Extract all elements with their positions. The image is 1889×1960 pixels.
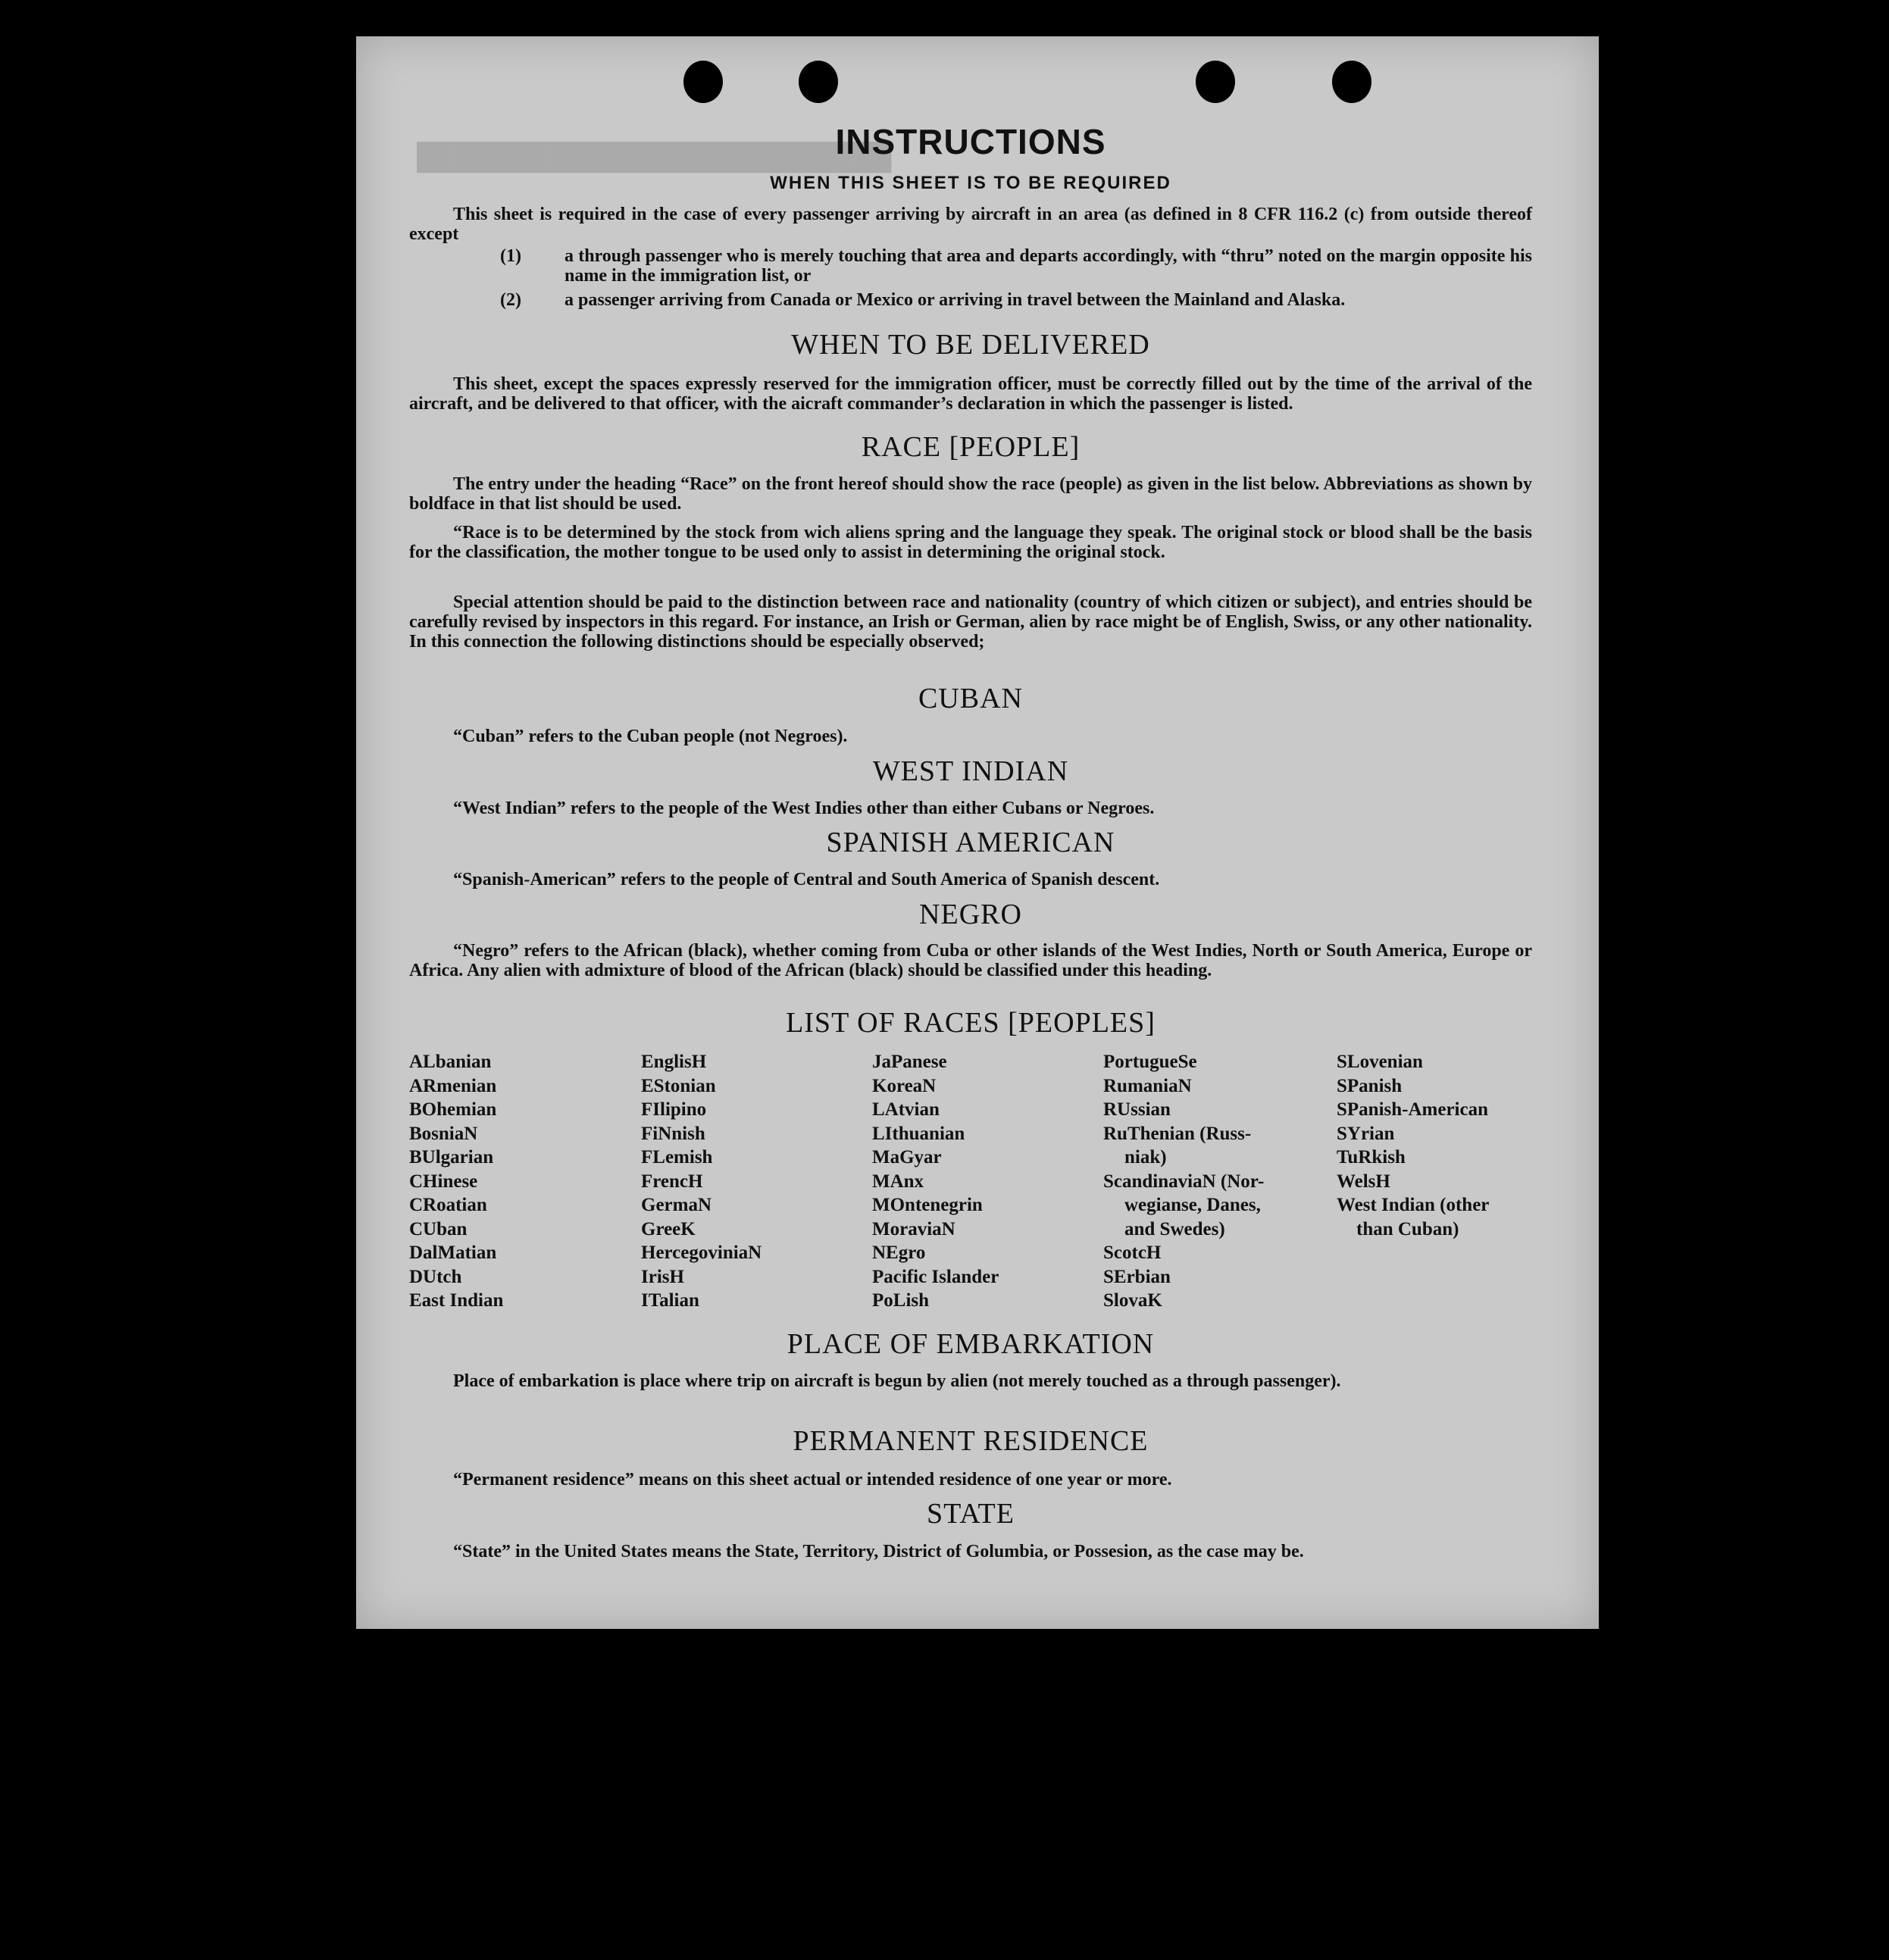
race-item: niak) [1124, 1147, 1167, 1168]
race-item: CHinese [409, 1171, 478, 1192]
race-item: GermaN [641, 1195, 712, 1215]
race-item: ScandinaviaN (Nor- [1103, 1171, 1265, 1192]
race-item: MoraviaN [872, 1218, 955, 1239]
punch-hole [799, 61, 838, 103]
race-item: MaGyar [872, 1147, 942, 1168]
negro-paragraph: “Negro” refers to the African (black), whether coming from Cuba or other islands of the West Indies, North or South America, Europe or Africa. Any alien with admixture of blood of the African (black) should be classified under this heading. [409, 941, 1532, 980]
section-heading-embarkation: PLACE OF EMBARKATION [787, 1328, 1155, 1360]
race-item: NEgro [872, 1243, 926, 1263]
race-item: EStonian [641, 1075, 716, 1096]
race-column [1337, 1050, 1489, 1241]
race-item: CUban [409, 1218, 468, 1239]
race-item: BOhemian [409, 1099, 497, 1120]
west-indian-paragraph: “West Indian” refers to the people of the West Indies other than either Cubans or Negroes. [453, 799, 1155, 818]
race-column [1103, 1050, 1264, 1313]
state-paragraph: “State” in the United States means the State, Territory, District of Golumbia, or Possesion, as the case may be. [453, 1542, 1304, 1561]
race-item: ScotcH [1103, 1243, 1162, 1263]
section-heading-residence: PERMANENT RESIDENCE [793, 1425, 1149, 1457]
section-heading-cuban: CUBAN [918, 683, 1024, 714]
race-item: FLemish [641, 1147, 713, 1168]
when-paragraph: This sheet, except the spaces expressly reserved for the immigration officer, must be correctly filled out by the time of the arrival of the aircraft, and be delivered to that officer, with the aicraft commander’s declaration in which the passenger is listed. [409, 374, 1532, 414]
embarkation-paragraph: Place of embarkation is place where trip on aircraft is begun by alien (not merely touched as a through passenger). [453, 1371, 1341, 1391]
section-heading-when: WHEN TO BE DELIVERED [791, 329, 1150, 361]
race-item: LIthuanian [872, 1123, 965, 1144]
race-item: SlovaK [1103, 1290, 1162, 1311]
race-item: East Indian [409, 1290, 504, 1311]
spanish-american-paragraph: “Spanish-American” refers to the people of Central and South America of Spanish descent. [453, 870, 1160, 889]
page-subtitle: WHEN THIS SHEET IS TO BE REQUIRED [770, 173, 1171, 193]
race-item: BUlgarian [409, 1147, 494, 1168]
document-page [356, 36, 1599, 1629]
race-item: PoLish [872, 1290, 930, 1311]
punch-hole [1196, 61, 1235, 103]
race-item: LAtvian [872, 1099, 940, 1120]
exception-text: a through passenger who is merely touching that area and departs accordingly, with “thru” noted on the margin opposite his name in the immigration list, or [565, 246, 1532, 286]
race-item: CRoatian [409, 1195, 487, 1215]
race-item: HercegoviniaN [641, 1243, 762, 1263]
race-item: ITalian [641, 1290, 699, 1311]
race-item: PortugueSe [1103, 1052, 1197, 1072]
section-heading-list: LIST OF RACES [PEOPLES] [786, 1007, 1156, 1039]
section-heading-negro: NEGRO [919, 899, 1022, 930]
race-item: FIlipino [641, 1099, 707, 1120]
race-item: GreeK [641, 1218, 696, 1239]
race-item: DalMatian [409, 1243, 497, 1263]
race-item: FiNnish [641, 1123, 705, 1144]
race-item: and Swedes) [1124, 1218, 1225, 1239]
race-paragraph-3: Special attention should be paid to the distinction between race and nationality (country of which citizen or subject), and entries should be carefully revised by inspectors in this regard. For instance, an Irish or German, alien by race might be of English, Swiss, or any other nationality. In this connection the following distinctions should be especially observed; [409, 592, 1532, 652]
bleed-through-text: ██████████████████████████ [417, 142, 892, 171]
race-paragraph-2: “Race is to be determined by the stock from wich aliens spring and the language they speak. The original stock or blood shall be the basis for the classification, the mother tongue to be used only to assist in determining the original stock. [409, 523, 1532, 562]
race-item: IrisH [641, 1266, 684, 1287]
race-item: TuRkish [1337, 1147, 1406, 1168]
race-item: KoreaN [872, 1075, 937, 1096]
exception-text: a passenger arriving from Canada or Mexico or arriving in travel between the Mainland and Alaska. [565, 290, 1346, 310]
exception-number: (2) [500, 290, 521, 310]
race-column [872, 1050, 999, 1313]
race-item: FrencH [641, 1171, 703, 1192]
page-title: INSTRUCTIONS [835, 122, 1106, 161]
section-heading-race: RACE [PEOPLE] [861, 431, 1081, 463]
race-item: Pacific Islander [872, 1266, 999, 1287]
section-heading-spanish-american: SPANISH AMERICAN [826, 827, 1115, 858]
race-item: RumaniaN [1103, 1075, 1192, 1096]
race-item: RUssian [1103, 1099, 1171, 1120]
race-item: SErbian [1103, 1266, 1171, 1287]
race-item: SPanish-American [1337, 1099, 1488, 1120]
race-column [641, 1050, 762, 1313]
race-item: MAnx [872, 1171, 924, 1192]
race-item: than Cuban) [1356, 1218, 1459, 1239]
residence-paragraph: “Permanent residence” means on this sheet actual or intended residence of one year or more. [453, 1470, 1172, 1490]
race-item: MOntenegrin [872, 1195, 983, 1215]
race-item: RuThenian (Russ- [1103, 1123, 1252, 1144]
race-item: ALbanian [409, 1052, 492, 1072]
race-item: ARmenian [409, 1075, 497, 1096]
race-column [409, 1050, 503, 1313]
race-item: WelsH [1337, 1171, 1390, 1192]
race-item: BosniaN [409, 1123, 478, 1144]
race-paragraph-1: The entry under the heading “Race” on the front hereof should show the race (people) as given in the list below. Abbreviations as shown by boldface in that list should be used. [409, 474, 1532, 514]
race-item: SLovenian [1337, 1052, 1423, 1072]
race-item: SPanish [1337, 1075, 1403, 1096]
race-item: DUtch [409, 1266, 462, 1287]
intro-paragraph: This sheet is required in the case of every passenger arriving by aircraft in an area (as defined in 8 CFR 116.2 (c) from outside thereof except [409, 205, 1532, 244]
race-item: SYrian [1337, 1123, 1395, 1144]
section-heading-west-indian: WEST INDIAN [872, 755, 1069, 787]
race-item: EnglisH [641, 1052, 707, 1072]
cuban-paragraph: “Cuban” refers to the Cuban people (not Negroes). [453, 727, 848, 746]
race-item: wegianse, Danes, [1124, 1195, 1261, 1215]
section-heading-state: STATE [927, 1498, 1015, 1530]
race-item: West Indian (other [1337, 1195, 1490, 1215]
race-item: JaPanese [872, 1052, 947, 1072]
punch-hole [683, 61, 723, 103]
punch-hole [1332, 61, 1371, 103]
exception-number: (1) [500, 246, 521, 266]
